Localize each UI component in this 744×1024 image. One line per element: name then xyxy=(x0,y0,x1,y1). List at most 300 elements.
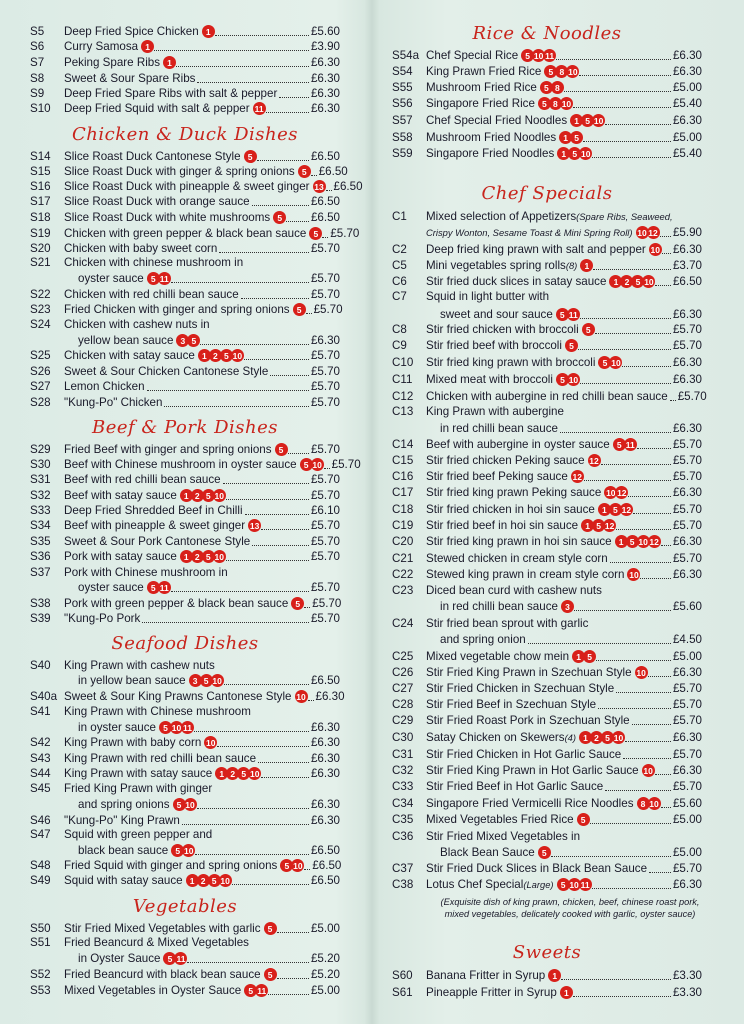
allergen-badge: 5 xyxy=(202,550,215,563)
item-name: Mushroom Fried Noodles xyxy=(426,131,557,144)
item-price: £6.30 xyxy=(310,102,340,115)
allergen-badges xyxy=(556,308,578,321)
item-price: £6.30 xyxy=(310,334,340,347)
item-name: yellow bean sauce xyxy=(78,334,174,347)
dot-leader xyxy=(142,622,309,623)
dot-leader xyxy=(660,236,671,237)
item-price: £5.00 xyxy=(672,650,702,663)
item-price: £5.70 xyxy=(310,349,340,362)
item-price: £5.70 xyxy=(310,242,340,255)
allergen-badge: 10 xyxy=(171,722,182,733)
allergen-badges xyxy=(544,65,577,78)
item-name: Mixed Vegetables Fried Rice xyxy=(426,813,574,826)
item-code: S51 xyxy=(30,936,51,949)
menu-item-row xyxy=(392,582,702,598)
menu-item-row xyxy=(30,85,340,101)
allergen-badge: 2 xyxy=(226,767,239,780)
allergen-badge: 12 xyxy=(604,520,615,531)
menu-item-row xyxy=(392,354,702,370)
item-price: £5.70 xyxy=(310,272,340,285)
allergen-badge: 5 xyxy=(601,731,614,744)
item-name: "Kung-Po" Chicken xyxy=(64,396,163,409)
dot-leader xyxy=(596,660,671,661)
menu-item-row xyxy=(392,79,702,95)
dot-leader xyxy=(610,562,671,563)
dot-leader xyxy=(564,91,671,92)
item-name: King Prawn with aubergine xyxy=(426,405,564,418)
allergen-badge: 1 xyxy=(609,275,622,288)
item-price: £3.70 xyxy=(672,259,702,272)
dot-leader xyxy=(279,97,309,98)
item-code: S17 xyxy=(30,195,51,208)
allergen-badge: 11 xyxy=(176,953,186,964)
allergen-badges xyxy=(189,674,222,687)
allergen-badge: 3 xyxy=(561,600,574,613)
allergen-badge: 10 xyxy=(593,115,604,126)
menu-item-row xyxy=(392,403,702,419)
item-code: S61 xyxy=(392,986,413,999)
item-name: "Kung-Po Pork xyxy=(64,612,141,625)
item-name: Stir Fried Duck Slices in Black Bean Sauce xyxy=(426,862,648,875)
dish-description-note: mixed vegetables, delicately cooked with garlic, oyster sauce) xyxy=(444,909,696,919)
allergen-badge: 5 xyxy=(293,303,306,316)
item-name: Stir fried chicken in hoi sin sauce xyxy=(426,503,595,516)
allergen-badge: 1 xyxy=(141,40,154,53)
item-note: (4) xyxy=(564,732,577,743)
item-code: S40 xyxy=(30,659,51,672)
allergen-badge: 10 xyxy=(636,667,646,678)
item-code: C5 xyxy=(392,259,407,272)
item-price: £5.20 xyxy=(310,952,340,965)
dot-leader xyxy=(560,432,671,433)
item-name: Deep Fried Shredded Beef in Chilli xyxy=(64,504,243,517)
dot-leader xyxy=(622,366,671,367)
menu-item-row xyxy=(30,54,340,70)
dot-leader xyxy=(311,175,317,176)
menu-item-row xyxy=(392,420,702,436)
item-code: S39 xyxy=(30,612,51,625)
item-price: £6.30 xyxy=(310,72,340,85)
allergen-badges xyxy=(180,550,224,563)
menu-item-row xyxy=(30,842,340,858)
allergen-badges xyxy=(557,147,590,160)
menu-item-row xyxy=(30,378,340,394)
allergen-badges xyxy=(264,968,275,981)
allergen-badge: 2 xyxy=(620,275,633,288)
allergen-badges xyxy=(538,97,571,110)
menu-item-row xyxy=(30,502,340,518)
item-name: Slice Roast Duck with pineapple & sweet ginger xyxy=(64,180,310,193)
menu-item-row xyxy=(30,193,340,209)
dot-leader xyxy=(223,483,309,484)
menu-item-row xyxy=(30,225,360,241)
allergen-badge: 5 xyxy=(159,721,172,734)
allergen-badge: 2 xyxy=(191,489,204,502)
allergen-badge: 2 xyxy=(191,550,204,563)
allergen-badges xyxy=(598,503,631,516)
allergen-badge: 12 xyxy=(621,504,632,515)
allergen-badge: 5 xyxy=(147,272,160,285)
allergen-badge: 5 xyxy=(147,581,160,594)
item-name: Stir Fried King Prawn in Szechuan Style xyxy=(426,666,632,679)
allergen-badges xyxy=(313,180,324,193)
menu-item-row xyxy=(392,550,702,566)
item-price: £6.30 xyxy=(672,731,702,744)
item-code: S42 xyxy=(30,736,51,749)
dot-leader xyxy=(215,35,309,36)
item-name: Stir Fried Mixed Vegetables with garlic xyxy=(64,922,261,935)
allergen-badges xyxy=(141,40,152,53)
item-name: in oyster sauce xyxy=(78,721,156,734)
item-price: £5.00 xyxy=(310,922,340,935)
menu-item-row xyxy=(30,316,340,332)
dot-leader xyxy=(304,607,310,608)
allergen-badge: 5 xyxy=(202,489,215,502)
item-name: Stir Fried Chicken in Szechuan Style xyxy=(426,682,615,695)
item-name: Chicken with baby sweet corn xyxy=(64,242,218,255)
item-code: C33 xyxy=(392,780,414,793)
item-code: C19 xyxy=(392,519,414,532)
allergen-badge: 5 xyxy=(577,813,590,826)
allergen-badges xyxy=(556,373,578,386)
item-name: Deep Fried Squid with salt & pepper xyxy=(64,102,250,115)
allergen-badges xyxy=(186,874,230,887)
section-heading: Beef & Pork Dishes xyxy=(91,417,279,438)
item-name: Mixed selection of Appetizers xyxy=(426,210,577,223)
item-code: S54a xyxy=(392,49,420,62)
item-price: £5.70 xyxy=(310,380,340,393)
allergen-badge: 10 xyxy=(606,487,616,498)
item-code: S23 xyxy=(30,303,51,316)
allergen-badge: 1 xyxy=(580,259,593,272)
item-code: C26 xyxy=(392,666,414,679)
allergen-badge: 10 xyxy=(643,765,653,776)
menu-item-row xyxy=(392,860,702,876)
item-name: Stir fried king prawn in hoi sin sauce xyxy=(426,535,612,548)
item-price: £6.50 xyxy=(310,674,340,687)
allergen-badges xyxy=(204,736,215,749)
menu-item-row xyxy=(392,795,702,811)
allergen-badge: 5 xyxy=(309,227,322,240)
menu-item-row xyxy=(30,950,340,966)
dot-leader xyxy=(171,282,309,283)
dot-leader xyxy=(147,390,309,391)
allergen-badge: 5 xyxy=(626,535,639,548)
dot-leader xyxy=(195,854,309,855)
menu-item-row xyxy=(30,487,340,503)
item-code: S14 xyxy=(30,150,51,163)
menu-item-row xyxy=(30,100,340,116)
menu-item-row xyxy=(30,70,340,86)
allergen-badge: 5 xyxy=(220,349,233,362)
item-price: £6.30 xyxy=(672,243,702,256)
item-code: S21 xyxy=(30,256,51,269)
menu-item-row xyxy=(30,703,340,719)
menu-item-row xyxy=(392,288,702,304)
dot-leader xyxy=(245,514,309,515)
item-name: Chef Special Rice xyxy=(426,49,519,62)
item-name: Slice Roast Duck with orange sauce xyxy=(64,195,250,208)
allergen-badges xyxy=(557,878,590,891)
dot-leader xyxy=(244,359,309,360)
allergen-badges xyxy=(580,259,591,272)
item-price: £5.60 xyxy=(310,25,340,38)
item-price: £6.50 xyxy=(310,211,340,224)
allergen-badge: 10 xyxy=(185,799,195,810)
item-name: Squid with green pepper and xyxy=(64,828,213,841)
menu-item-row xyxy=(392,615,702,631)
allergen-badge: 10 xyxy=(220,875,230,886)
dot-leader xyxy=(616,529,671,530)
item-code: S19 xyxy=(30,227,51,240)
allergen-badge: 1 xyxy=(559,131,572,144)
item-code: C22 xyxy=(392,568,414,581)
item-code: S10 xyxy=(30,102,51,115)
item-name: Lemon Chicken xyxy=(64,380,145,393)
dot-leader xyxy=(226,499,309,500)
item-code: S40a xyxy=(30,690,58,703)
menu-item-row xyxy=(392,517,702,533)
allergen-badges xyxy=(548,969,559,982)
dot-leader xyxy=(197,808,309,809)
menu-item-row xyxy=(392,696,702,712)
item-name: Stir fried bean sprout with garlic xyxy=(426,617,589,630)
item-name: Peking Spare Ribs xyxy=(64,56,161,69)
item-code: S22 xyxy=(30,288,51,301)
menu-item-row xyxy=(392,828,702,844)
allergen-badge: 5 xyxy=(244,150,257,163)
item-code: C17 xyxy=(392,486,414,499)
item-code: S54 xyxy=(392,65,413,78)
item-price: £5.70 xyxy=(312,597,342,610)
dot-leader xyxy=(252,205,309,206)
item-price: £6.30 xyxy=(315,690,345,703)
menu-item-row xyxy=(30,209,340,225)
section-heading: Chef Specials xyxy=(481,183,613,204)
allergen-badge: 1 xyxy=(579,731,592,744)
item-code: C13 xyxy=(392,405,414,418)
item-name: sweet and sour sauce xyxy=(440,308,553,321)
item-price: £5.60 xyxy=(672,600,702,613)
allergen-badge: 5 xyxy=(557,878,570,891)
dot-leader xyxy=(625,741,671,742)
menu-item-row xyxy=(392,63,702,79)
item-name: Sweet & Sour Chicken Cantonese Style xyxy=(64,365,269,378)
item-price: £3.30 xyxy=(672,969,702,982)
menu-item-row xyxy=(392,967,702,983)
menu-item-row xyxy=(30,363,340,379)
item-price: £5.90 xyxy=(672,226,702,239)
menu-item-row xyxy=(30,857,340,873)
item-name: Mixed vegetable chow mein xyxy=(426,650,570,663)
allergen-badges xyxy=(649,243,660,256)
dot-leader xyxy=(270,375,309,376)
dot-leader xyxy=(632,724,671,725)
item-name: Pork with Chinese mushroom in xyxy=(64,566,228,579)
allergen-badges xyxy=(571,470,582,483)
dot-leader xyxy=(670,400,676,401)
allergen-badge: 10 xyxy=(568,66,578,77)
item-name: Deep Fried Spice Chicken xyxy=(64,25,199,38)
item-note: (8) xyxy=(565,260,578,271)
allergen-badges xyxy=(559,131,581,144)
dot-leader xyxy=(623,758,671,759)
allergen-badge: 2 xyxy=(590,731,603,744)
dot-leader xyxy=(187,962,309,963)
item-price: £5.70 xyxy=(310,288,340,301)
allergen-badge: 1 xyxy=(186,874,199,887)
item-name: and spring onion xyxy=(440,633,526,646)
dot-leader xyxy=(286,221,309,222)
allergen-badge: 10 xyxy=(312,459,322,470)
menu-item-row xyxy=(30,163,348,179)
allergen-badge: 1 xyxy=(198,349,211,362)
allergen-badge: 5 xyxy=(581,114,594,127)
allergen-badge: 5 xyxy=(171,844,184,857)
item-price: £6.30 xyxy=(672,114,702,127)
item-price: £6.50 xyxy=(312,859,342,872)
item-name: and spring onions xyxy=(78,798,170,811)
item-name: oyster sauce xyxy=(78,272,144,285)
item-price: £5.70 xyxy=(310,489,340,502)
dot-leader xyxy=(277,932,309,933)
menu-item-row xyxy=(392,778,702,794)
allergen-badges xyxy=(244,150,255,163)
allergen-badge: 11 xyxy=(568,309,578,320)
allergen-badges xyxy=(291,597,302,610)
item-name: King Prawn with Chinese mushroom xyxy=(64,705,251,718)
menu-item-row xyxy=(30,441,340,457)
item-code: C37 xyxy=(392,862,414,875)
allergen-badge: 10 xyxy=(561,98,572,109)
dot-leader xyxy=(592,157,671,158)
allergen-badge: 1 xyxy=(598,503,611,516)
allergen-badge: 5 xyxy=(538,846,551,859)
section-heading: Chicken & Duck Dishes xyxy=(72,124,298,145)
item-code: S18 xyxy=(30,211,51,224)
allergen-badges xyxy=(521,49,554,62)
allergen-badge: 1 xyxy=(581,519,594,532)
item-name: Squid in light butter with xyxy=(426,290,550,303)
allergen-badge: 10 xyxy=(649,798,659,809)
allergen-badges xyxy=(295,690,306,703)
item-code: S28 xyxy=(30,396,51,409)
allergen-badge: 12 xyxy=(589,455,599,466)
item-name: Beef with pineapple & sweet ginger xyxy=(64,519,246,532)
item-name: Fried Beef with ginger and spring onions xyxy=(64,443,272,456)
item-code: S31 xyxy=(30,473,51,486)
item-name: Lotus Chef Special xyxy=(426,878,524,891)
dot-leader xyxy=(266,112,309,113)
allergen-badge: 8 xyxy=(551,81,564,94)
allergen-badge: 13 xyxy=(249,520,260,531)
allergen-badge: 5 xyxy=(237,767,250,780)
item-price: £5.70 xyxy=(672,862,702,875)
menu-item-row xyxy=(30,533,340,549)
dot-leader xyxy=(171,591,309,592)
item-code: S8 xyxy=(30,72,45,85)
item-price: £6.50 xyxy=(333,180,363,193)
item-name: Mixed Vegetables in Oyster Sauce xyxy=(64,984,242,997)
item-code: C16 xyxy=(392,470,414,483)
allergen-badge: 2 xyxy=(209,349,222,362)
item-name: Stir Fried Chicken in Hot Garlic Sauce xyxy=(426,748,622,761)
item-code: C29 xyxy=(392,714,414,727)
menu-item-row xyxy=(30,332,340,348)
item-price: £5.70 xyxy=(672,552,702,565)
allergen-badge: 5 xyxy=(556,373,569,386)
allergen-badges xyxy=(163,56,174,69)
item-code: C12 xyxy=(392,390,414,403)
item-price: £6.30 xyxy=(310,814,340,827)
allergen-badges xyxy=(198,349,242,362)
allergen-badge: 10 xyxy=(249,768,260,779)
item-name: Beef with satay sauce xyxy=(64,489,177,502)
item-code: C1 xyxy=(392,210,407,223)
item-note: (Spare Ribs, Seaweed, xyxy=(576,211,673,222)
dot-leader xyxy=(578,349,671,350)
allergen-badges xyxy=(613,438,635,451)
item-name: Stir fried king prawn Peking sauce xyxy=(426,486,602,499)
allergen-badges xyxy=(635,666,646,679)
item-name: Deep Fried Spare Ribs with salt & pepper xyxy=(64,87,278,100)
allergen-badge: 5 xyxy=(631,275,644,288)
menu-item-row xyxy=(30,394,340,410)
allergen-badges xyxy=(588,454,599,467)
item-name: Chef Special Fried Noodles xyxy=(426,114,568,127)
item-name: Slice Roast Duck with ginger & spring onions xyxy=(64,165,295,178)
allergen-badges xyxy=(309,227,320,240)
item-name: Stir Fried Mixed Vegetables in xyxy=(426,830,581,843)
item-code: C35 xyxy=(392,813,414,826)
item-price: £6.30 xyxy=(672,666,702,679)
menu-item-row xyxy=(30,23,340,39)
item-name: Stewed king prawn in cream style corn xyxy=(426,568,625,581)
item-code: S6 xyxy=(30,40,45,53)
item-price: £6.30 xyxy=(310,56,340,69)
allergen-badges xyxy=(579,731,623,744)
dot-leader xyxy=(640,578,671,579)
dot-leader xyxy=(258,762,309,763)
menu-item-row xyxy=(30,270,340,286)
menu-item-row xyxy=(392,876,702,892)
item-price: £6.30 xyxy=(672,373,702,386)
allergen-badge: 1 xyxy=(557,147,570,160)
menu-item-row xyxy=(30,796,340,812)
item-code: S49 xyxy=(30,874,51,887)
allergen-badge: 11 xyxy=(159,582,169,593)
allergen-badge: 5 xyxy=(609,503,622,516)
item-name: Stir fried chicken Peking sauce xyxy=(426,454,585,467)
menu-item-row xyxy=(392,501,702,517)
item-code: S50 xyxy=(30,922,51,935)
item-price: £5.70 xyxy=(313,303,343,316)
item-price: £6.30 xyxy=(672,535,702,548)
item-code: C38 xyxy=(392,878,414,891)
dot-leader xyxy=(592,888,671,889)
menu-item-row xyxy=(392,47,702,63)
item-price: £5.70 xyxy=(672,470,702,483)
item-price: £5.70 xyxy=(672,698,702,711)
allergen-badge: 10 xyxy=(212,675,222,686)
dot-leader xyxy=(277,978,309,979)
item-price: £6.30 xyxy=(672,422,702,435)
item-code: S38 xyxy=(30,597,51,610)
item-name: Mushroom Fried Rice xyxy=(426,81,537,94)
item-price: £5.70 xyxy=(310,519,340,532)
item-price: £5.60 xyxy=(672,797,702,810)
allergen-badges xyxy=(636,226,658,239)
